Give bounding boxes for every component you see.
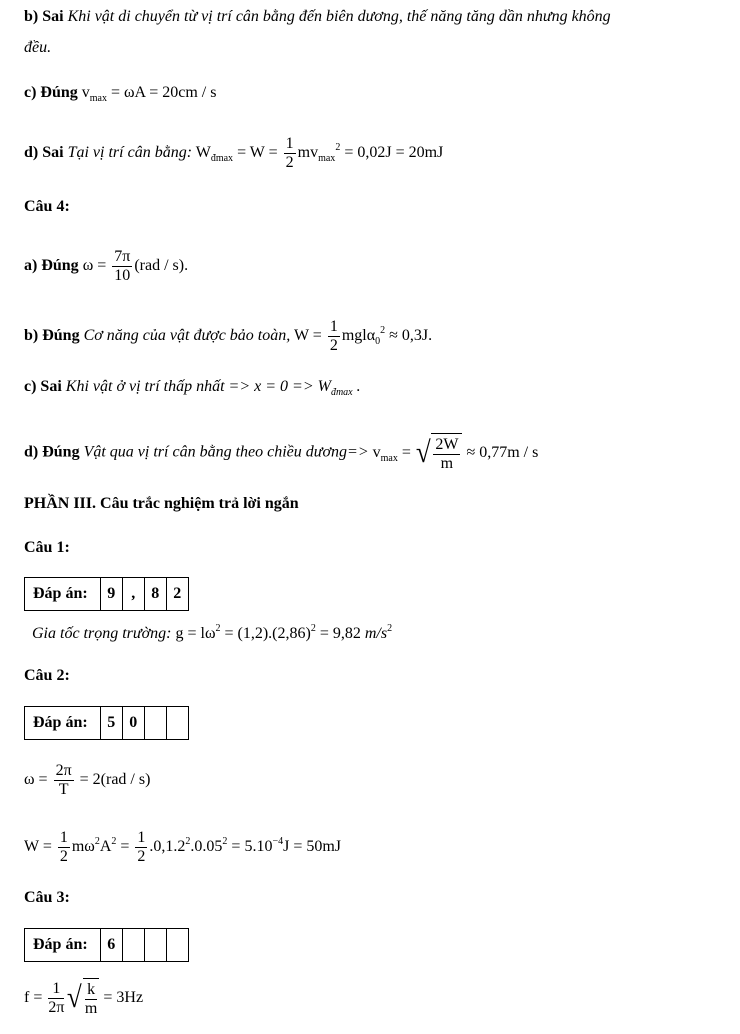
answer-label: Đáp án: [25, 578, 101, 611]
answer-table [24, 928, 189, 962]
answer-table [24, 577, 189, 611]
formula: $W_{đmax} = W$ = $\frac{1}{2}$ $mv_{max}^2 = 0,02J = 20mJ$ [195, 135, 444, 171]
answer-cell: 5 [100, 707, 122, 740]
answer-b-line [24, 318, 432, 355]
answer-cell [144, 707, 166, 740]
answer-text: đều. [24, 39, 52, 56]
formula: W = $\frac{1}{2}$ $m\omega^2A^2$ = $\frac{1}{2}$ $.0,1.2^2.0.05^2 = 5.10^{-4}J = 50mJ$ [24, 829, 342, 865]
answer-d-line [24, 433, 538, 473]
formula: ω = $\frac{2\pi}{T}$ = 2(rad / s) [24, 762, 151, 798]
formula: W = $\frac{1}{2}$ mglα$_0^2$ ≈ 0,3J. [293, 318, 433, 354]
question-title: Câu 4: [24, 198, 70, 215]
answer-label: b) Sai [24, 8, 64, 25]
answer-cell: , [122, 578, 144, 611]
solution-line [24, 829, 341, 866]
solution-line [24, 762, 150, 799]
answer-label: d) Sai [24, 144, 64, 162]
solution-line [24, 978, 143, 1018]
question-title: Câu 3: [24, 889, 70, 906]
answer-text: Cơ năng của vật được bảo toàn, [83, 327, 291, 345]
answer-label: Đáp án: [25, 707, 101, 740]
solution-line [32, 619, 392, 644]
answer-label: c) Đúng [24, 84, 78, 101]
answer-cell [166, 707, 188, 740]
formula: f = $\frac{1}{2\pi}$ √ $\frac{k}{m}$ = 3Hz [24, 979, 144, 1017]
question-title: Câu 1: [24, 539, 70, 556]
answer-text: Tại vị trí cân bằng: [67, 144, 193, 162]
answer-c-line [24, 377, 361, 403]
answer-c-line [24, 83, 216, 109]
formula: $g = l\omega^2 = (1,2).(2,86)^2 = 9,82$ $m/s^2$ [175, 623, 393, 642]
answer-table [24, 706, 189, 740]
formula: $v_{max} = \omega A = 20cm / s$ [81, 84, 217, 104]
answer-b-line-2 [24, 38, 51, 58]
answer-label: b) Đúng [24, 327, 80, 345]
answer-b-line [24, 7, 611, 27]
answer-cell: 0 [122, 707, 144, 740]
question-title: Câu 2: [24, 667, 70, 684]
answer-text: Vật qua vị trí cân bằng theo chiều dương=> [83, 443, 369, 461]
answer-text: Khi vật ở vị trí thấp nhất => $x = 0 => W_{đmax}$ . [65, 378, 361, 398]
solution-text: Gia tốc trọng trường: [32, 625, 172, 642]
answer-cell [166, 929, 188, 962]
answer-cell [144, 929, 166, 962]
answer-d-line [24, 135, 443, 172]
answer-cell [122, 929, 144, 962]
answer-cell: 2 [166, 578, 188, 611]
answer-label: c) Sai [24, 378, 62, 395]
section-title: PHẦN III. Câu trắc nghiệm trả lời ngắn [24, 495, 299, 512]
answer-cell: 6 [100, 929, 122, 962]
answer-text: Khi vật di chuyển từ vị trí cân bằng đến biên dương, thế năng tăng dần nhưng không [67, 8, 611, 25]
answer-cell: 9 [100, 578, 122, 611]
answer-a-line [24, 248, 188, 285]
answer-label: a) Đúng [24, 257, 79, 275]
answer-label: Đáp án: [25, 929, 101, 962]
formula: ω = $\frac{7\pi}{10}$ (rad / s). [82, 248, 189, 284]
answer-cell: 8 [144, 578, 166, 611]
answer-label: d) Đúng [24, 443, 80, 461]
formula: $v_{max}$ = √ $\frac{2W}{m}$ ≈ 0,77m / s [373, 444, 539, 461]
